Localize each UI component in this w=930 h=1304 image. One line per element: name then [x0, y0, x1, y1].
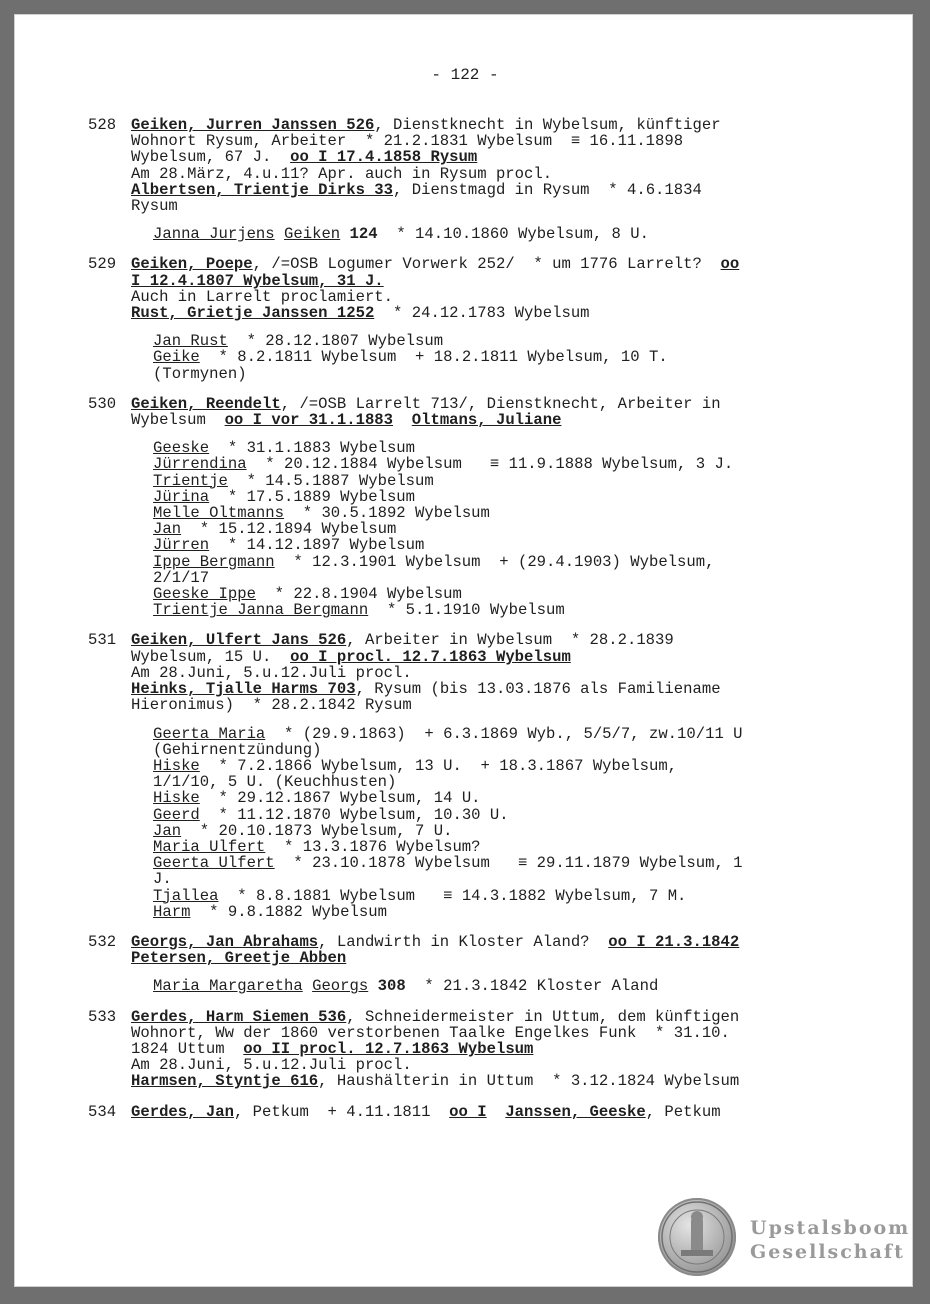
- underlined-name: oo I procl. 12.7.1863 Wybelsum: [290, 647, 571, 666]
- underlined-name: Georgs, Jan Abrahams: [131, 932, 319, 951]
- underlined-name: oo I vor 31.1.1883: [224, 411, 394, 430]
- underlined-name: Petersen, Greetje Abben: [131, 949, 347, 968]
- underlined-name: Geiken, Jurren Janssen 526: [131, 116, 375, 134]
- text-segment: [303, 977, 312, 995]
- logo-line-2: Gesellschaft: [750, 1241, 905, 1263]
- text-line: [131, 649, 858, 665]
- text-line: [131, 665, 858, 681]
- underlined-name: Heinks, Tjalle Harms 703: [131, 680, 356, 699]
- text-line: [131, 256, 858, 272]
- entry-number: 529: [88, 255, 117, 274]
- text-segment: * 31.1.1883 Wybelsum: [209, 439, 416, 458]
- text-line: [153, 521, 858, 537]
- text-segment: Wybelsum: [131, 411, 225, 430]
- underlined-name: Jürina: [153, 487, 210, 506]
- underlined-name: Rust, Grietje Janssen 1252: [131, 304, 375, 323]
- text-line: [131, 117, 858, 133]
- entry-534: [88, 1104, 858, 1120]
- underlined-name: Albertsen, Trientje Dirks 33: [131, 180, 394, 199]
- text-line: [131, 1073, 858, 1089]
- text-line: [153, 456, 858, 472]
- entry-531: [88, 632, 858, 919]
- text-segment: * 15.12.1894 Wybelsum: [181, 520, 397, 539]
- text-line: [153, 554, 858, 570]
- text-segment: , Landwirth in Kloster Aland?: [318, 932, 609, 951]
- text-segment: Hieronimus) * 28.2.1842 Rysum: [131, 696, 412, 715]
- text-segment: Rysum: [131, 197, 178, 216]
- text-line: [153, 570, 858, 586]
- underlined-name: Hiske: [153, 756, 200, 775]
- underlined-name: Trientje Janna Bergmann: [153, 601, 369, 620]
- text-line: [153, 586, 858, 602]
- text-segment: , /=OSB Larrelt 713/, Dienstknecht, Arbeiter in: [280, 394, 721, 413]
- underlined-name: Janssen, Geeske: [505, 1102, 646, 1121]
- text-line: [131, 697, 858, 713]
- underlined-name: Gerdes, Jan: [131, 1102, 234, 1121]
- text-segment: [368, 977, 377, 995]
- entry-number: 532: [88, 932, 117, 951]
- text-line: [131, 273, 858, 289]
- text-line: [153, 505, 858, 521]
- text-segment: * 8.2.1811 Wybelsum + 18.2.1811 Wybelsum, 10 T.: [199, 348, 668, 367]
- underlined-name: Geiken: [284, 225, 341, 244]
- text-line: [131, 1025, 858, 1041]
- children-list: [131, 226, 858, 242]
- text-line: [153, 333, 858, 349]
- text-line: [131, 198, 858, 214]
- text-segment: (Gehirnentzündung): [153, 740, 322, 759]
- entry-532: [88, 934, 858, 995]
- text-line: [153, 888, 858, 904]
- text-segment: * 28.12.1807 Wybelsum: [227, 332, 444, 351]
- underlined-name: oo I 17.4.1858 Rysum: [290, 148, 478, 167]
- text-segment: * 5.1.1910 Wybelsum: [368, 601, 565, 620]
- text-line: [153, 489, 858, 505]
- page-number: - 122 -: [431, 66, 499, 84]
- underlined-name: Trientje: [153, 471, 228, 490]
- text-line: [153, 602, 858, 618]
- text-line: [153, 855, 858, 871]
- text-line: [153, 807, 858, 823]
- underlined-name: oo I: [449, 1102, 487, 1121]
- text-segment: * 14.12.1897 Wybelsum: [209, 536, 425, 555]
- text-line: [153, 226, 858, 242]
- entry-number: 534: [88, 1102, 117, 1121]
- text-line: [153, 790, 858, 806]
- text-segment: , Petkum: [645, 1102, 721, 1121]
- text-segment: [487, 1103, 506, 1121]
- text-segment: , Rysum (bis 13.03.1876 als Familiename: [355, 680, 721, 699]
- underlined-name: Georgs: [312, 977, 369, 996]
- text-segment: , /=OSB Logumer Vorwerk 252/ * um 1776 Larrelt?: [252, 255, 721, 274]
- text-segment: * 30.5.1892 Wybelsum: [284, 504, 490, 523]
- text-segment: [393, 411, 412, 429]
- text-segment: 124: [349, 225, 378, 244]
- underlined-name: Maria Ulfert: [153, 837, 266, 856]
- underlined-name: Geiken, Ulfert Jans 526: [131, 631, 347, 650]
- text-segment: , Petkum + 4.11.1811: [233, 1102, 450, 1121]
- underlined-name: Ippe Bergmann: [153, 552, 275, 571]
- text-line: [131, 149, 858, 165]
- text-line: [131, 1041, 858, 1057]
- entry-number: 533: [88, 1007, 117, 1026]
- entry-529: [88, 256, 858, 381]
- underlined-name: I 12.4.1807 Wybelsum, 31 J.: [131, 271, 384, 290]
- text-line: [131, 133, 858, 149]
- text-line: [153, 904, 858, 920]
- seal-icon: [658, 1198, 736, 1276]
- underlined-name: Jürrendina: [153, 455, 247, 474]
- text-line: [153, 537, 858, 553]
- underlined-name: Harmsen, Styntje 616: [131, 1072, 319, 1091]
- underlined-name: Geike: [153, 348, 200, 367]
- text-segment: Wohnort Rysum, Arbeiter * 21.2.1831 Wybelsum ≡ 16.11.1898: [131, 132, 684, 151]
- text-segment: * 14.10.1860 Wybelsum, 8 U.: [377, 225, 649, 244]
- entry-number: 528: [88, 116, 117, 134]
- children-list: [131, 726, 858, 920]
- underlined-name: Jan: [153, 520, 182, 539]
- underlined-name: Hiske: [153, 789, 200, 808]
- underlined-name: Jan: [153, 821, 182, 840]
- underlined-name: oo I 21.3.1842: [608, 932, 740, 951]
- text-line: [131, 1057, 858, 1073]
- text-segment: 1/1/10, 5 U. (Keuchhusten): [153, 773, 397, 792]
- text-segment: * 8.8.1881 Wybelsum ≡ 14.3.1882 Wybelsum, 7 M.: [218, 886, 687, 905]
- text-segment: 2/1/17: [153, 568, 210, 587]
- children-list: [131, 440, 858, 618]
- entry-number: 530: [88, 394, 117, 413]
- text-line: [131, 412, 858, 428]
- logo-line-1: Upstalsboom: [750, 1217, 911, 1239]
- entry-number: 531: [88, 631, 117, 650]
- text-segment: , Schneidermeister in Uttum, dem künftigen: [346, 1007, 740, 1026]
- text-line: [153, 758, 858, 774]
- text-line: [131, 289, 858, 305]
- text-line: [153, 473, 858, 489]
- text-segment: * 7.2.1866 Wybelsum, 13 U. + 18.3.1867 Wybelsum,: [199, 756, 678, 775]
- text-line: [131, 1104, 858, 1120]
- underlined-name: Gerdes, Harm Siemen 536: [131, 1007, 347, 1026]
- underlined-name: oo II procl. 12.7.1863 Wybelsum: [243, 1039, 534, 1058]
- text-segment: * 24.12.1783 Wybelsum: [374, 304, 590, 323]
- text-line: [153, 978, 858, 994]
- text-segment: [340, 225, 349, 243]
- underlined-name: Jan Rust: [153, 332, 228, 351]
- underlined-name: Tjallea: [153, 886, 219, 905]
- entry-533: [88, 1009, 858, 1090]
- text-segment: Wybelsum, 15 U.: [131, 647, 291, 666]
- text-line: [131, 396, 858, 412]
- entry-528: [88, 117, 858, 242]
- text-segment: , Arbeiter in Wybelsum * 28.2.1839: [346, 631, 674, 650]
- text-line: [131, 934, 858, 950]
- text-segment: * 11.12.1870 Wybelsum, 10.30 U.: [199, 805, 509, 824]
- text-line: [131, 632, 858, 648]
- text-line: [153, 726, 858, 742]
- text-segment: , Dienstmagd in Rysum * 4.6.1834: [393, 180, 702, 199]
- text-line: [153, 839, 858, 855]
- text-segment: * 14.5.1887 Wybelsum: [227, 471, 434, 490]
- underlined-name: Geeske Ippe: [153, 585, 256, 604]
- underlined-name: Oltmans, Juliane: [411, 411, 562, 430]
- text-segment: * 21.3.1842 Kloster Aland: [405, 977, 659, 996]
- text-segment: (Tormynen): [153, 364, 247, 383]
- text-line: [153, 440, 858, 456]
- text-line: [131, 681, 858, 697]
- underlined-name: Geeske: [153, 439, 210, 458]
- underlined-name: Geiken, Reendelt: [131, 394, 281, 413]
- underlined-name: Maria Margaretha: [153, 977, 303, 996]
- underlined-name: Janna Jurjens: [153, 225, 275, 244]
- text-segment: [275, 225, 284, 243]
- text-segment: * 29.12.1867 Wybelsum, 14 U.: [199, 789, 481, 808]
- underlined-name: Geiken, Poepe: [131, 255, 253, 274]
- text-segment: * 9.8.1882 Wybelsum: [190, 902, 387, 921]
- text-segment: Auch in Larrelt proclamiert.: [131, 287, 394, 306]
- text-segment: * 20.12.1884 Wybelsum ≡ 11.9.1888 Wybelsum, 3 J.: [246, 455, 734, 474]
- text-segment: * 13.3.1876 Wybelsum?: [265, 837, 481, 856]
- text-segment: * 20.10.1873 Wybelsum, 7 U.: [181, 821, 453, 840]
- underlined-name: oo: [720, 255, 740, 274]
- text-segment: , Haushälterin in Uttum * 3.12.1824 Wybelsum: [318, 1072, 740, 1091]
- text-line: [131, 1009, 858, 1025]
- text-segment: * 17.5.1889 Wybelsum: [209, 487, 416, 506]
- text-segment: J.: [153, 870, 172, 889]
- text-line: [131, 166, 858, 182]
- text-segment: Am 28.Juni, 5.u.12.Juli procl.: [131, 1056, 412, 1075]
- text-line: [131, 305, 858, 321]
- children-list: [131, 333, 858, 382]
- underlined-name: Geerta Ulfert: [153, 854, 275, 873]
- text-segment: * 23.10.1878 Wybelsum ≡ 29.11.1879 Wybelsum, 1: [274, 854, 743, 873]
- text-line: [153, 742, 858, 758]
- underlined-name: Geerd: [153, 805, 200, 824]
- text-segment: * (29.9.1863) + 6.3.1869 Wyb., 5/5/7, zw.10/11 U: [265, 724, 743, 743]
- text-segment: * 12.3.1901 Wybelsum + (29.4.1903) Wybelsum,: [274, 552, 715, 571]
- text-segment: Wohnort, Ww der 1860 verstorbenen Taalke Engelkes Funk * 31.10.: [131, 1023, 730, 1042]
- text-line: [131, 950, 858, 966]
- text-line: [153, 349, 858, 365]
- text-line: [131, 182, 858, 198]
- entry-530: [88, 396, 858, 619]
- text-segment: , Dienstknecht in Wybelsum, künftiger: [374, 116, 721, 134]
- text-segment: * 22.8.1904 Wybelsum: [255, 585, 462, 604]
- text-segment: Wybelsum, 67 J.: [131, 148, 291, 167]
- genealogy-entries: [88, 117, 858, 1134]
- text-line: [153, 366, 858, 382]
- text-segment: 1824 Uttum: [131, 1039, 244, 1058]
- logo-wordmark: [750, 1216, 910, 1264]
- text-segment: 308: [377, 977, 406, 996]
- text-line: [153, 823, 858, 839]
- underlined-name: Jürren: [153, 536, 210, 555]
- underlined-name: Harm: [153, 902, 191, 921]
- text-segment: Am 28.Juni, 5.u.12.Juli procl.: [131, 663, 412, 682]
- underlined-name: Geerta Maria: [153, 724, 266, 743]
- text-line: [153, 774, 858, 790]
- text-segment: Am 28.März, 4.u.11? Apr. auch in Rysum procl.: [131, 164, 553, 183]
- children-list: [131, 978, 858, 994]
- text-line: [153, 871, 858, 887]
- underlined-name: Melle Oltmanns: [153, 504, 285, 523]
